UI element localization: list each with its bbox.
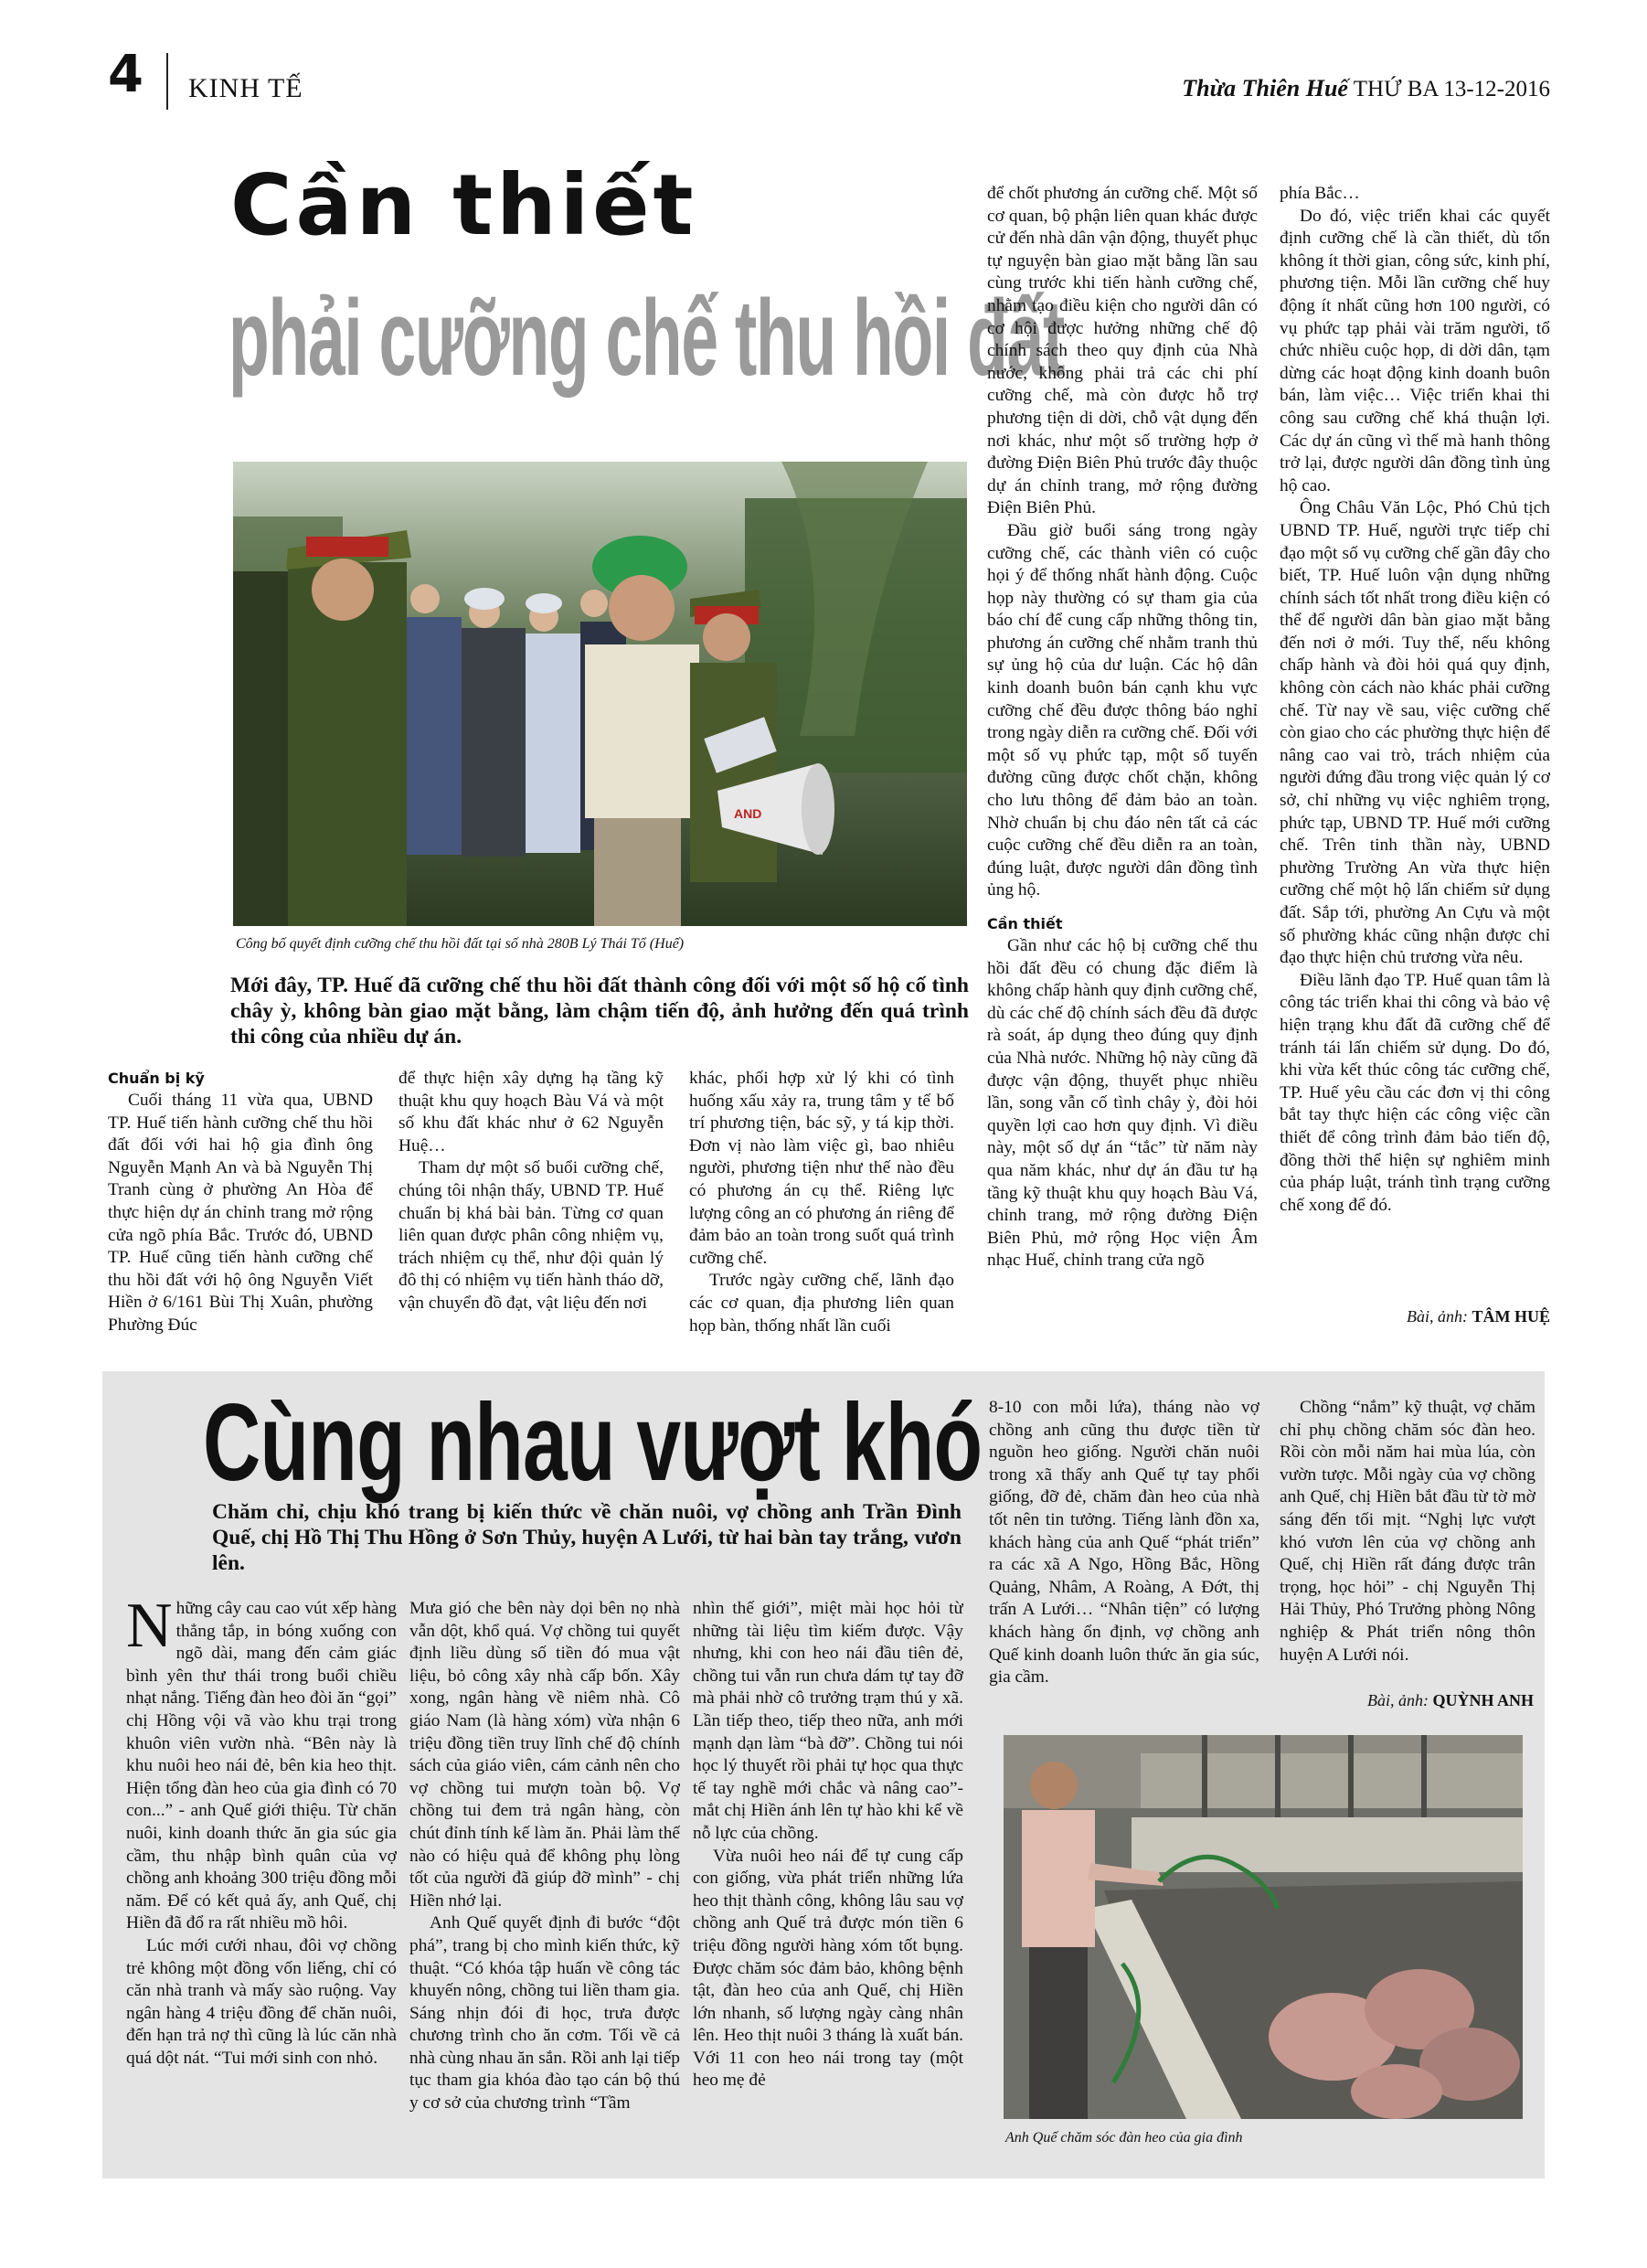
pig-farm-illustration: [1004, 1735, 1523, 2119]
loudspeaker-label: AND: [734, 806, 762, 821]
article2-photo-caption: Anh Quế chăm sóc đàn heo của gia đình: [1005, 2130, 1243, 2146]
article2-lead: Chăm chỉ, chịu khó trang bị kiến thức về chăn nuôi, vợ chồng anh Trần Đình Quế, chị Hồ Thị Thu Hồng ở Sơn Thủy, huyện A Lưới, từ hai bàn tay trắng, vươn lên.: [212, 1500, 962, 1575]
article1-credit: [1280, 1307, 1550, 1326]
article1-paragraph: Do đó, việc triển khai các quyết định cưỡng chế là cần thiết, dù tốn không ít thời gian, công sức, kinh phí, phương tiện. Mỗi lần cưỡng chế huy động ít nhất cũng hơn 100 người, có vụ phức tạp phải vài trăm người, tổ chức nhiều cuộc họp, di dời dân, tạm dừng các hoạt động kinh doanh buôn bán, làm việc… Việc triển khai thi công sau cưỡng chế khá thuận lợi. Các dự án cũng vì thế mà hanh thông trở lại, được người dân đồng tình ủng hộ cao.: [1280, 206, 1550, 495]
article2-col1: [126, 1598, 397, 2157]
article2-paragraph: Lúc mới cưới nhau, đôi vợ chồng trẻ không một đồng vốn liếng, chỉ có căn nhà tranh và mấy sào ruộng. Vay ngân hàng 4 triệu đồng để chăn nuôi, đến hạn trả nợ thì cũng là lúc căn nhà quá dột nát. “Tui mới sinh con nhỏ.: [126, 1935, 397, 2068]
article1-lead: Mới đây, TP. Huế đã cưỡng chế thu hồi đất thành công đối với một số hộ cố tình chây ỳ, không bàn giao mặt bằng, làm chậm tiến độ, ảnh hưởng đến quá trình thi công của nhiều dự án.: [230, 974, 969, 1049]
credit-label: Bài, ảnh:: [1407, 1307, 1468, 1326]
article2-col3: [693, 1598, 963, 2157]
article1-paragraph: Điều lãnh đạo TP. Huế quan tâm là công tác triển khai thi công và bảo vệ hiện trạng khu đất đã cưỡng chế để tránh tái lấn chiếm sử dụng. Do đó, khi vừa kết thúc công tác cưỡng chế, TP. Huế yêu cầu các đơn vị thi công bắt tay thực hiện các công việc cần thiết để công trình đảm bảo tiến độ, đồng thời thể hiện sự nghiêm minh của pháp luật, tránh tình trạng cưỡng chế xong để đó.: [1280, 970, 1550, 1215]
article2-paragraph-text: hững cây cau cao vút xếp hàng thẳng tắp, in bóng xuống con ngõ dài, mang đến cảm giác bình yên thư thái trong buổi chiều nhạt nắng. Tiếng đàn heo đòi ăn “gọi” chị Hồng vội vã vào khu trại trong khuôn viên vườn nhà. “Bên này là khu nuôi heo nái đẻ, bên kia heo thịt. Hiện tổng đàn heo của gia đình có 70 con...” - anh Quế giới thiệu. Từ chăn nuôi, kinh doanh thức ăn gia súc gia cầm, thu nhập bình quân của vợ chồng anh khoảng 300 triệu đồng mỗi năm. Để có kết quả ấy, anh Quế, chị Hiền đã đổ ra rất nhiều mồ hôi.: [126, 1599, 397, 1933]
article2-paragraph: Mưa gió che bên này dọi bên nọ nhà vẫn dột, khổ quá. Vợ chồng tui quyết định liều dùng số tiền đó mua vật liệu, bỏ công xây nhà cấp bốn. Xây xong, ngân hàng về niêm nhà. Cô giáo Nam (là hàng xóm) vừa nhận 6 triệu đồng tiền truy lĩnh chế độ chính sách của giáo viên, cám cảnh nên cho vợ chồng tui mượn toàn bộ. Vợ chồng tui đem trả ngân hàng, còn chút đỉnh tính kế làm ăn. Phải làm thế nào có hiệu quả để không phụ lòng tốt của người đã giúp đỡ mình” - chị Hiền nhớ lại.: [409, 1599, 680, 1911]
article2-col2: [409, 1598, 680, 2157]
article2-photo: [1004, 1735, 1523, 2119]
article1-title-line2: phải cưỡng chế thu hồi đất: [228, 278, 1065, 399]
article1-paragraph: để chốt phương án cưỡng chế. Một số cơ quan, bộ phận liên quan khác được cử đến nhà dân vận động, thuyết phục tự nguyện bàn giao mặt bằng lần sau cùng trước khi tiến hành cưỡng chế, nhằm tạo điều kiện cho người dân có cơ hội được hưởng những chế độ chính sách theo quy định của Nhà nước, không phải trả các chi phí cưỡng chế, mà còn được hỗ trợ phương tiện di dời, chỗ vật dụng đến nơi khác, như một số trường hợp ở đường Điện Biên Phủ trước đây thuộc dự án chỉnh trang, mở rộng đường Điện Biên Phủ.: [987, 184, 1258, 518]
article2-paragraph: Chồng “nắm” kỹ thuật, vợ chăm chỉ phụ chồng chăm sóc đàn heo. Rồi còn mỗi năm hai mùa lúa, còn vườn tược. Mỗi ngày của vợ chồng anh Quế, chị Hiền bắt đầu từ tờ mờ sáng đến tối mịt. “Nghị lực vượt khó vươn lên của vợ chồng anh Quế, chị Hiền rất đáng được trân trọng, học hỏi” - chị Nguyễn Thị Hải Thủy, Phó Trưởng phòng Nông nghiệp & Phát triển nông thôn huyện A Lưới nói.: [1280, 1398, 1535, 1665]
article1-title-line1: Cần thiết: [230, 156, 697, 254]
article1-col2: [398, 1068, 664, 1342]
article2-paragraph: Anh Quế quyết định đi bước “đột phá”, trang bị cho mình kiến thức, kỹ thuật. “Có khóa tập huấn về công tác khuyến nông, chồng tui liền tham gia. Sáng nhịn đói đi học, trưa được chương trình cho ăn cơm. Tối về cả nhà cùng nhau ăn sắn. Rồi anh lại tiếp tục tham gia khóa đào tạo cán bộ thú y cơ sở của chương trình “Tầm: [409, 1913, 680, 2114]
header-divider: [166, 53, 168, 110]
article1-col4: [987, 183, 1258, 1342]
article1-subhead-chuan-bi: Chuẩn bị kỹ: [108, 1070, 205, 1087]
article2-paragraph: nhìn thế giới”, miệt mài học hỏi từ những tài liệu tìm kiếm được. Vậy nhưng, khi con heo nái đầu tiên đẻ, chồng tui vẫn run chưa dám tự tay đỡ mà phải nhờ cô trưởng trạm thú y xã. Lần tiếp theo, tiếp theo nữa, anh mới mạnh dạn làm “bà đỡ”. Chồng tui nói học lý thuyết rồi phải tự học qua thực tế tay nghề mới chắc và nâng cao”- mắt chị Hiền ánh lên tự hào khi kể về nỗ lực của chồng.: [693, 1599, 963, 1843]
article2-credit: [1280, 1691, 1534, 1710]
enforcement-scene-illustration: [233, 462, 967, 926]
article2-title: Cùng nhau vượt khó: [203, 1381, 983, 1504]
article1-paragraph: Trước ngày cưỡng chế, lãnh đạo các cơ quan, địa phương liên quan họp bàn, thống nhất lần cuối: [689, 1271, 954, 1336]
article2-paragraph: Vừa nuôi heo nái để tự cung cấp con giống, vừa phát triển những lứa heo thịt thành công, không lâu sau vợ chồng anh Quế trả được món tiền 6 triệu đồng người hàng xóm tốt bụng. Được chăm sóc đảm bảo, không bệnh tật, đàn heo của anh Quế, chị Hiền lớn nhanh, số lượng ngày càng nhân lên. Heo thịt nuôi 3 tháng là xuất bán. Với 11 con heo nái trong tay (một heo mẹ đẻ: [693, 1846, 963, 2091]
article1-paragraph: Gần như các hộ bị cưỡng chế thu hồi đất đều có chung đặc điểm là không chấp hành quy định cưỡng chế, dù các chế độ chính sách đều đã được rà soát, áp dụng theo đúng quy định của Nhà nước. Những hộ này cũng đã được vận động, thuyết phục nhiều lần, song vẫn cố tình chây ỳ, đòi hỏi quyền lợi cao hơn quy định. Vì điều này, một số dự án “tắc” từ năm này qua năm khác, như dự án đầu tư hạ tầng kỹ thuật khu quy hoạch Bàu Vá, chỉnh trang, mở rộng đường Điện Biên Phủ, mở rộng Học viện Âm nhạc Huế, chỉnh trang cửa ngõ: [987, 936, 1258, 1271]
masthead: [1182, 75, 1550, 102]
article1-col5: [1280, 183, 1550, 1316]
article1-paragraph: phía Bắc…: [1280, 184, 1360, 203]
brand-name: Thừa Thiên Huế: [1182, 75, 1348, 101]
article1-subhead-can-thiet: Cần thiết: [987, 915, 1063, 932]
article2-paragraph: 8-10 con mỗi lứa), tháng nào vợ chồng anh cũng thu được tiền từ nguồn heo giống. Người chăn nuôi trong xã thấy anh Quế tự tay phối giống, đỡ đẻ, chăm đàn heo của nhà tốt nên tin tưởng. Tiếng lành đồn xa, khách hàng của anh Quế “phát triển” ra các xã A Ngo, Hồng Bắc, Hồng Quảng, Nhâm, A Roàng, A Đớt, thị trấn A Lưới… “Nhân tiện” có lượng khách hàng ổn định, vợ chồng anh Quế kinh doanh luôn thức ăn gia súc, gia cầm.: [989, 1398, 1259, 1688]
dropcap-letter: N: [126, 1598, 173, 1661]
article1-paragraph: để thực hiện xây dựng hạ tầng kỹ thuật khu quy hoạch Bàu Vá và một số khu đất khác như ở 62 Nguyễn Huệ…: [398, 1069, 664, 1155]
article1-col1: [108, 1068, 373, 1342]
section-label: KINH TẾ: [188, 73, 303, 103]
article1-photo: [233, 462, 967, 926]
article1-paragraph: Đầu giờ buổi sáng trong ngày cưỡng chế, các thành viên có cuộc họi ý để thống nhất hành động. Cuộc họp này thường có sự tham gia của báo chí để cung cấp những thông tin, phương án cưỡng chế nhằm tranh thủ sự ủng hộ của dư luận. Các hộ dân kinh doanh buôn bán cạnh khu vực cưỡng chế đều được thông báo nghỉ trong ngày diễn ra cưỡng chế. Đối với một số vụ phức tạp, một số tuyến đường cũng được chốt chặn, không cho lưu thông để đảm bảo an toàn. Nhờ chuẩn bị chu đáo nên tất cả các cuộc cưỡng chế đều diễn ra an toàn, đúng luật, được người dân đồng tình ủng hộ.: [987, 520, 1258, 900]
issue-date: THỨ BA 13-12-2016: [1353, 77, 1550, 101]
article1-col3: [689, 1068, 954, 1342]
article1-paragraph: Ông Châu Văn Lộc, Phó Chủ tịch UBND TP. Huế, người trực tiếp chỉ đạo một số vụ cưỡng chế gần đây cho biết, TP. Huế luôn vận dụng những chính sách tốt nhất trong điều kiện có thể để người dân bàn giao mặt bằng đến nơi ở mới. Tuy thế, nếu không chấp hành và đòi hỏi quá quy định, không còn cách nào khác phải cưỡng chế. Từ nay về sau, việc cưỡng chế còn giao cho các phường thực hiện để nâng cao vai trò, trách nhiệm của người đứng đầu trong việc quản lý cơ sở, chỉ những vụ việc nghiêm trọng, phức tạp, UBND TP. Huế mới cưỡng chế. Trên tinh thần này, UBND phường Trường An vừa thực hiện cưỡng chế một hộ lấn chiếm sử dụng đất. Sắp tới, phường An Cựu và một số phường khác cũng nhận được chỉ đạo thực hiện chủ trương vừa nêu.: [1280, 498, 1550, 968]
article1-paragraph: khác, phối hợp xử lý khi có tình huống xấu xảy ra, trung tâm y tế bố trí phương tiện, bác sỹ, y tá kịp thời. Đơn vị nào làm việc gì, bao nhiêu người, phương tiện như thế nào đều có phương án cụ thể. Riêng lực lượng công an có phương án riêng để đảm bảo an toàn trong suốt quá trình cưỡng chế.: [689, 1069, 954, 1268]
article1-paragraph: Tham dự một số buổi cưỡng chế, chúng tôi nhận thấy, UBND TP. Huế chuẩn bị khá bài bản. Từng cơ quan liên quan được phân công nhiệm vụ, trách nhiệm cụ thể, như đội quản lý đô thị có nhiệm vụ tiến hành tháo dỡ, vận chuyển đồ đạt, vật liệu đến nơi: [398, 1158, 664, 1313]
article1-paragraph: Cuối tháng 11 vừa qua, UBND TP. Huế tiến hành cưỡng chế thu hồi đất đối với hai hộ gia đình ông Nguyễn Mạnh An và bà Nguyễn Thị Tranh cùng ở phường An Hòa để thực hiện dự án chỉnh trang mở rộng cửa ngõ phía Bắc. Trước đó, UBND TP. Huế cũng tiến hành cưỡng chế thu hồi đất với hộ ông Nguyễn Viết Hiền ở 6/161 Bùi Thị Xuân, phường Phường Đúc: [108, 1091, 373, 1335]
article2-col4: [989, 1397, 1259, 1726]
article2-col5: [1280, 1397, 1535, 1689]
page-number: 4: [108, 45, 143, 104]
article1-photo-caption: Công bố quyết định cưỡng chế thu hồi đất tại số nhà 280B Lý Thái Tổ (Huế): [236, 936, 685, 952]
credit-label: Bài, ảnh:: [1366, 1691, 1429, 1709]
credit-author: QUỲNH ANH: [1432, 1691, 1534, 1709]
article2-paragraph: [126, 1598, 397, 1935]
credit-author: TÂM HUỆ: [1472, 1307, 1550, 1326]
